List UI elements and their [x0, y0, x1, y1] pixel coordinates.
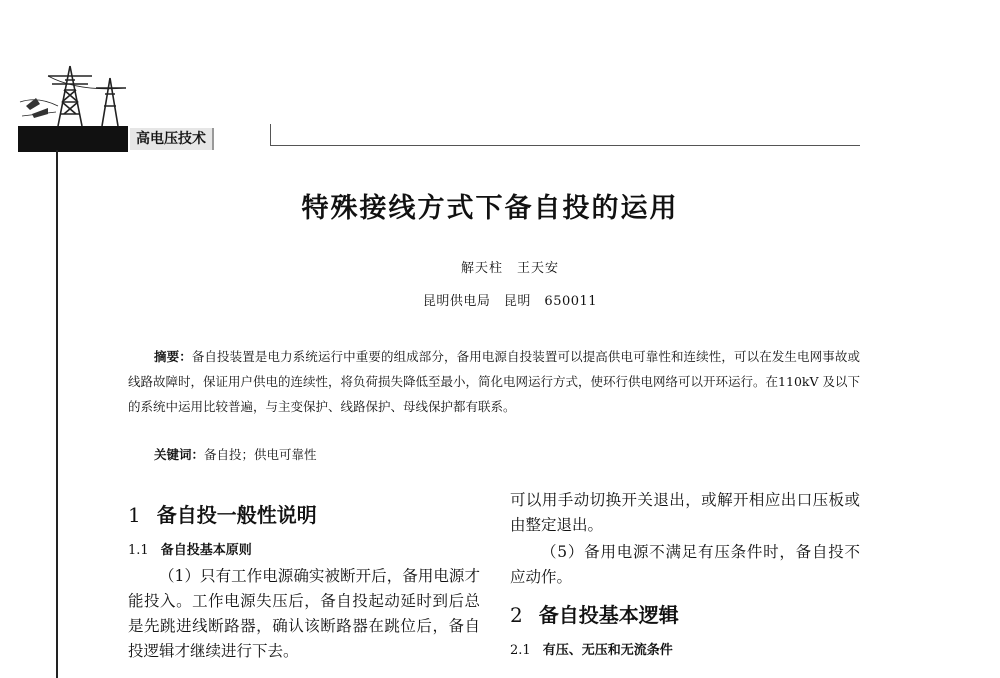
section-1-heading	[128, 500, 480, 530]
section-2-heading	[510, 600, 860, 630]
paragraph-1: （1）只有工作电源确实被断开后，备用电源才能投入。工作电源失压后，备自投起动延时到后总是先跳进线断路器，确认该断路器在跳位后，备自投逻辑才继续进行下去。	[128, 567, 480, 660]
article-title: 特殊接线方式下备自投的运用	[301, 193, 679, 224]
keywords-text: 备自投；供电可靠性	[204, 447, 317, 462]
margin-rule	[56, 150, 58, 678]
paragraph-continued: 可以用手动切换开关退出，或解开相应出口压板或由整定退出。	[510, 491, 860, 534]
section-1-number: 1	[128, 503, 141, 527]
section-2-number: 2	[510, 603, 523, 627]
abstract-text: 备自投装置是电力系统运行中重要的组成部分，备用电源自投装置可以提高供电可靠性和连续性，可以在发生电网事故或线路故障时，保证用户供电的连续性，将负荷损失降低至最小，简化电网运行方式，使环行供电网络可以开环运行。在110kV 及以下的系统中运用比较普遍，与主变保护、线路保护、母线保护都有联系。	[128, 349, 860, 414]
section-1-title: 备自投一般性说明	[156, 503, 317, 527]
abstract-paragraph	[128, 344, 860, 419]
subsection-1-1-title: 备自投基本原则	[160, 543, 252, 558]
left-column	[128, 500, 480, 664]
subsection-2-1-title: 有压、无压和无流条件	[542, 643, 673, 658]
header-rule	[270, 145, 860, 146]
header-black-bar	[18, 126, 128, 152]
subsection-1-1-number: 1.1	[128, 543, 149, 558]
section-2-title: 备自投基本逻辑	[538, 603, 679, 627]
section-label: 高电压技术	[130, 128, 214, 150]
right-column	[510, 488, 860, 664]
header-divider	[270, 124, 271, 146]
keywords	[154, 445, 317, 463]
keywords-label: 关键词：	[154, 447, 205, 462]
subsection-1-1-heading	[128, 540, 480, 562]
article-authors: 解天柱 王天安	[460, 261, 559, 276]
subsection-2-1-number: 2.1	[510, 643, 531, 658]
abstract	[128, 344, 860, 419]
paragraph-5: （5）备用电源不满足有压条件时，备自投不应动作。	[510, 543, 860, 586]
article-affiliation: 昆明供电局 昆明 650011	[422, 294, 598, 309]
subsection-2-1-heading	[510, 640, 860, 662]
abstract-label: 摘要：	[154, 349, 192, 364]
